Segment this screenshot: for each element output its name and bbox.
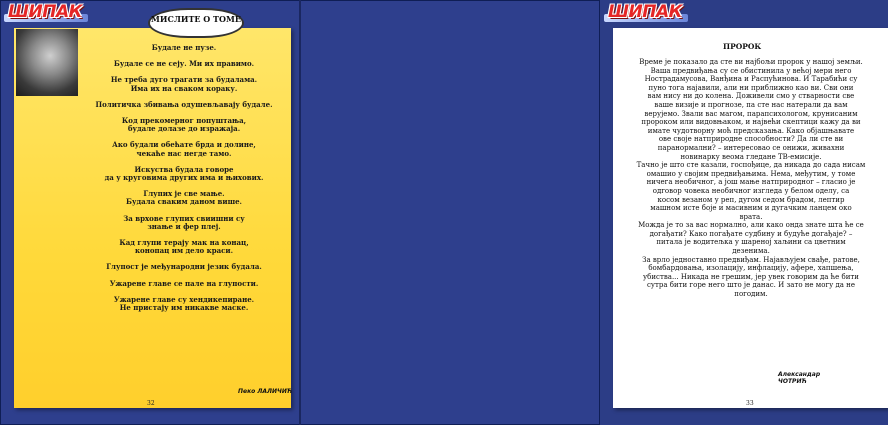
story-line: вам нису ни до колена. Доживели смо у стварности све (647, 92, 855, 101)
poem-line: Будале не пузе. (151, 43, 217, 52)
story-line: ваше визије и прогнозе, па сте нас натерали да вам (654, 100, 848, 109)
poem-line: будале долазе до изражаја. (127, 124, 241, 134)
story-line: сутра бити горе него што је данас. И зато не могу да не (647, 281, 855, 290)
story-line: косом везаном у реп, дугом седом брадом, лептир (657, 195, 845, 204)
poem-line: За врхове глупих свиишни су (123, 213, 245, 223)
poem-line: Ужарене главе су хендикепиране. (113, 294, 255, 304)
poem-text (80, 44, 288, 320)
poem-line: Не треба дуго трагати за будалама. (110, 75, 258, 85)
story-line: пророком или видовњаком, и највећи скептици кажу да ви (641, 118, 861, 127)
poem-line: Искуства будала говоре (134, 164, 234, 174)
story-line: бомбардовања, изолацију, инфлацију, афере, хапшења, (648, 264, 854, 273)
story-line: новинарку веома гледане ТВ-емисије. (680, 152, 822, 161)
cloud-title: МИСЛИТЕ О ТОМЕ (148, 8, 244, 38)
story-line: убиства... Никада не грешим, јер увек говорим да ће бити (643, 272, 859, 281)
logo-text: ШИПАК (608, 2, 683, 22)
magazine-logo (604, 2, 694, 24)
story-line: врата. (739, 212, 763, 221)
poem-line: Глупих је све мање. (143, 189, 225, 199)
story-line: имате чудотворну моћ предсказања. Како објашњавате (647, 126, 855, 135)
story-author: Александар ЧОТРИЋ (778, 371, 821, 385)
poem-line: Будала сваким даном више. (126, 197, 242, 207)
thinker-statue-image (16, 29, 78, 96)
poem-line: знање и фер плеј. (147, 221, 221, 231)
poem-line: Код прекомерног попуштања, (121, 116, 247, 126)
poem-line: Ако будали обећате брда и долине, (112, 140, 256, 150)
story-line: догађати? Како погађате судбину и будуће догађаје? – (649, 229, 853, 238)
story-line: дезенима. (732, 247, 770, 256)
poem-line: Кад глупи терају мак на конац, (119, 238, 249, 248)
story-line: Време је показало да сте ви најбољи пророк у нашој земљи. (639, 58, 863, 66)
story-line: Нострадамусова, Ванђина и Распућинова. И Тарабићи су (644, 75, 858, 84)
poem-line: Има их на сваком кораку. (130, 83, 238, 93)
story-line: Ваша предвиђања су се обистинила у већој мери него (650, 66, 852, 75)
story-line: ничега необичног, а још мање натприродног – гласио је (646, 178, 856, 187)
logo-text: ШИПАК (8, 2, 83, 22)
story-line: Можда је то за вас нормално, али како онда знате шта ће се (638, 221, 864, 230)
story-line: машном исте боје и масивним и дугачким ланцем око (650, 204, 852, 213)
story-line: питала је водитељка у шареној хаљини са цветним (656, 238, 846, 247)
poem-line: Ужарене главе се пале на глупости. (109, 278, 259, 288)
poem-signature: Пеко ЛАЛИЧИЋ (238, 388, 293, 395)
left-page (0, 0, 300, 425)
poem-line: Не пристају им никакве маске. (119, 303, 249, 313)
poem-line: Политичка збивања одушевљавају будале. (95, 99, 273, 109)
story-line: пуно тога најавили, али ни приближно као ви. Сви они (648, 83, 854, 92)
page-number-left: 32 (147, 400, 155, 407)
book-spine (299, 0, 301, 425)
poem-line: Глупост је међународни језик будала. (106, 262, 262, 272)
story-line: верујемо. Звали вас магом, парапсихологом, крунисаним (644, 109, 858, 118)
story-line: Тачно је што сте казали, госпођице, да никада до сада нисам (636, 161, 866, 170)
poem-line: Будале се не сеју. Ми их правимо. (113, 59, 255, 69)
story-line: ове своје натприродне способности? Да ли сте ви (658, 135, 844, 144)
magazine-logo (4, 2, 94, 24)
story-line: За врло једноставно предвиђам. Најављујем свађе, ратове, (642, 255, 860, 264)
story-title: ПРОРОК (723, 42, 762, 51)
poem-line: чекаће нас негде тамо. (136, 148, 232, 158)
story-line: одговор човека необичног изгледа у белом оделу, са (652, 186, 850, 195)
right-page (300, 0, 866, 425)
story-line: паранормални? – интересовао се онижи, живахни (657, 143, 845, 152)
poem-line: конопац им дело краси. (134, 246, 234, 256)
poem-line: да у круговима других има и њихових. (104, 173, 264, 183)
page-number-right: 33 (746, 400, 754, 407)
story-line: погодим. (734, 290, 768, 299)
story-text (620, 58, 882, 299)
story-line: омашио у својим предвиђањима. Нема, међутим, у томе (646, 169, 856, 178)
